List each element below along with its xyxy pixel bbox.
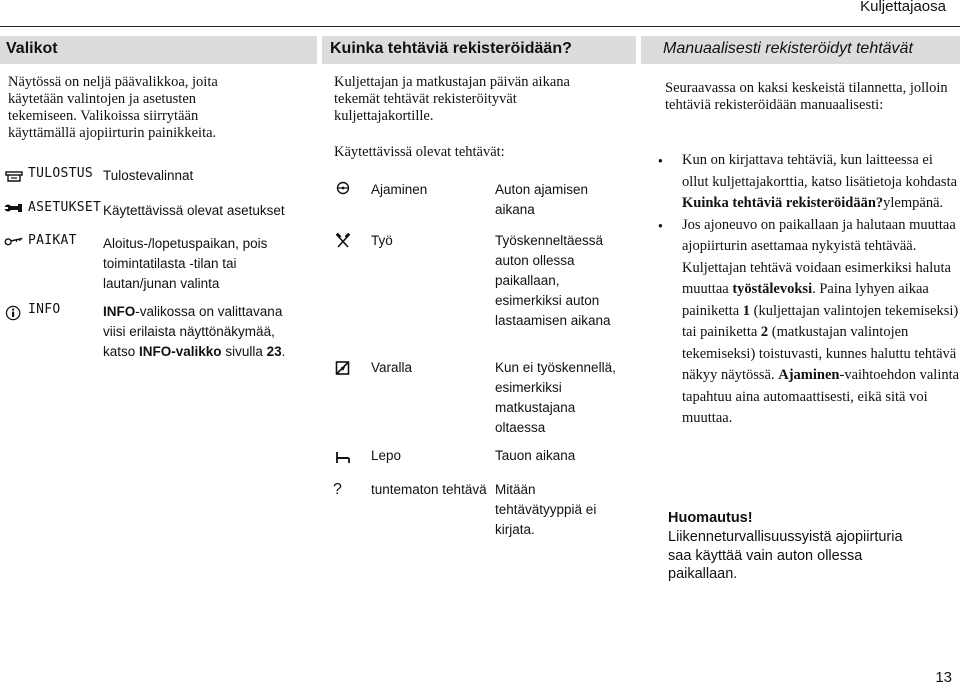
- info-bold: INFO: [103, 304, 136, 319]
- info-ref-link[interactable]: INFO-valikko: [139, 344, 222, 359]
- question-icon: ?: [333, 481, 342, 498]
- info-rest: -valikossa on valittavana viisi erilaista näyttönäkymää, katso: [103, 304, 283, 359]
- bullet2-t4: (matkustajan valintojen tekemiseksi) toistuvasti, kunnes haluttu tehtävä näkyy näytössä.: [682, 324, 957, 383]
- menu-name-paikat: PAIKAT: [28, 233, 77, 248]
- bullet1-text: Kun on kirjattava tehtäviä, kun laitteessa ei ollut kuljettajakorttia, katso lisätietoja kohdasta: [682, 152, 958, 190]
- bullet2-t3: (kuljettajan valintojen tekemiseksi) tai painiketta: [682, 302, 959, 340]
- info-icon: [4, 305, 24, 321]
- bullet2-b4: Ajaminen: [778, 367, 840, 383]
- steering-wheel-icon: [333, 180, 353, 196]
- activity-desc-varalla: Kun ei työskennellä, esimerkiksi matkustajana oltaessa: [495, 360, 616, 435]
- left-intro: Näytössä on neljä päävalikkoa, joita käytetään valintojen ja asetusten tekemiseen. Valikoissa siirrytään käyttämällä ajopiirturin painikkeita.: [8, 74, 218, 141]
- menu-name-info: INFO: [28, 302, 61, 317]
- bullet2-b1: työstälevoksi: [732, 281, 813, 297]
- page-number: 13: [935, 669, 952, 686]
- bullet1-end: ylempänä.: [883, 195, 944, 211]
- bullet2-t2: . Paina lyhyen aikaa painiketta: [682, 281, 929, 319]
- menu-desc-tulostus: Tulostevalinnat: [103, 168, 194, 183]
- header-rule: [0, 26, 960, 27]
- wrench-icon: [4, 200, 24, 216]
- middle-available: Käytettävissä olevat tehtävät:: [334, 144, 505, 160]
- activity-name-lepo: Lepo: [371, 448, 402, 463]
- section-label: Kuljettajaosa: [860, 0, 946, 15]
- menu-name-asetukset: ASETUKSET: [28, 200, 102, 215]
- activity-name-ajaminen: Ajaminen: [371, 182, 428, 197]
- right-intro: Seuraavassa on kaksi keskeistä tilannetta, jolloin tehtäviä rekisteröidään manuaalisesti:: [665, 80, 948, 113]
- bullet-list: [658, 150, 960, 430]
- middle-title: Kuinka tehtäviä rekisteröidään?: [330, 40, 572, 57]
- activity-desc-tyo: Työskenneltäessä auton ollessa paikallaan, esimerkiksi auton lastaamisen aikana: [495, 233, 611, 328]
- menu-desc-paikat: Aloitus-/lopetuspaikan, pois toimintatilasta -tilan tai lautan/junan valinta: [103, 236, 268, 291]
- menu-desc-asetukset: Käytettävissä olevat asetukset: [103, 203, 285, 218]
- bullet2-b2: 1: [742, 302, 751, 319]
- info-end: sivulla: [221, 344, 267, 359]
- menu-name-tulostus: TULOSTUS: [28, 166, 94, 181]
- middle-intro: Kuljettajan ja matkustajan päivän aikana tekemät tehtävät rekisteröityvät kuljettajakortille.: [334, 74, 570, 124]
- availability-icon: [333, 360, 353, 376]
- bed-icon: [333, 449, 353, 465]
- hammers-icon: [333, 233, 353, 249]
- right-title: Manuaalisesti rekisteröidyt tehtävät: [663, 40, 913, 57]
- note-text: Liikenneturvallisuussyistä ajopiirturia saa käyttää vain auton ollessa paikallaan.: [668, 529, 903, 582]
- bullet-item-1: [658, 150, 960, 215]
- menu-desc-info: [103, 302, 308, 362]
- bullet2-b3: 2: [760, 324, 769, 340]
- activity-name-tyo: Työ: [371, 233, 393, 248]
- activity-desc-lepo: Tauon aikana: [495, 448, 576, 463]
- bullet1-ref-link[interactable]: Kuinka tehtäviä rekisteröidään?: [682, 195, 884, 211]
- bullet2-t5: -vaihtoehdon valinta tapahtuu aina automaattisesti, eikä sitä voi muuttaa.: [682, 367, 960, 426]
- note-title: Huomautus!: [668, 510, 753, 526]
- info-dot: .: [281, 344, 286, 359]
- info-page: 23: [266, 344, 282, 359]
- activity-name-varalla: Varalla: [371, 360, 413, 375]
- printer-icon: [5, 168, 25, 184]
- left-title: Valikot: [6, 40, 58, 57]
- activity-desc-ajaminen: Auton ajamisen aikana: [495, 182, 589, 217]
- bullet2-t1: Jos ajoneuvo on paikallaan ja halutaan muuttaa ajopiirturin asettamaa nykyistä tehtävää. Kuljettajan tehtävä voidaan esimerkiksi haluta muuttaa: [682, 216, 956, 297]
- activity-desc-unknown: Mitään tehtävätyyppiä ei kirjata.: [495, 482, 597, 537]
- bullet-item-2: [658, 215, 960, 430]
- activity-name-unknown: tuntematon tehtävä: [371, 482, 487, 497]
- key-icon: [4, 233, 24, 249]
